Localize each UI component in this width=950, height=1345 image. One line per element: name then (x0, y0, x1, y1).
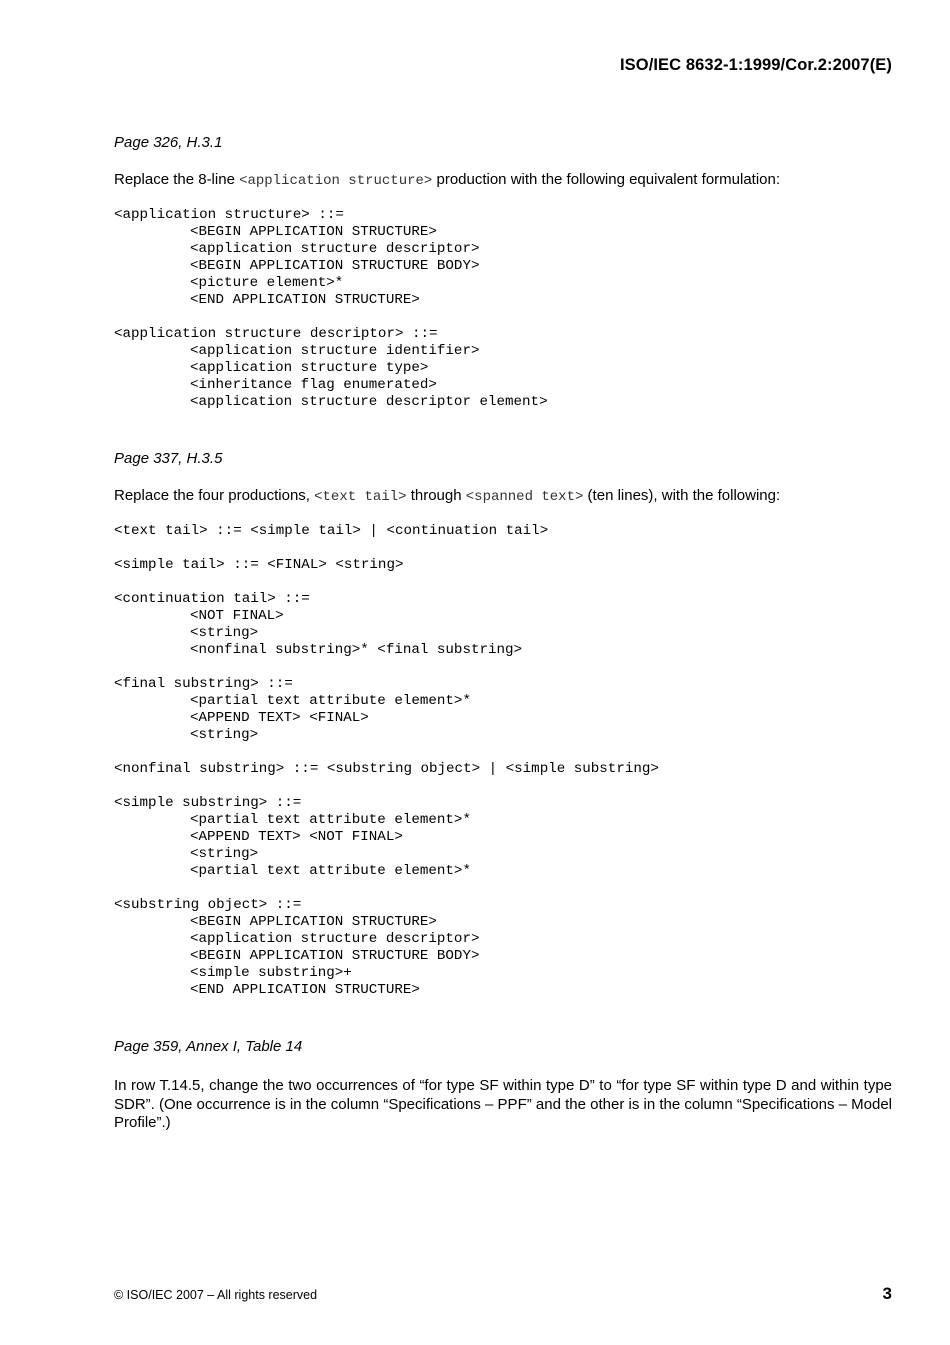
grammar-line: <inheritance flag enumerated> (190, 377, 437, 393)
grammar-line: <string> (190, 727, 259, 743)
page-number: 3 (882, 1284, 892, 1303)
grammar-line: <simple substring>+ (190, 965, 352, 981)
grammar-line: <application structure descriptor> (190, 241, 480, 257)
grammar-line: <string> (190, 846, 259, 862)
grammar-line: <partial text attribute element>* (190, 863, 471, 879)
grammar-line: <NOT FINAL> (190, 608, 284, 624)
grammar-line: <string> (190, 625, 259, 641)
section-heading-annex-i: Page 359, Annex I, Table 14 (114, 1038, 303, 1055)
inline-code-spanned-text: <spanned text> (465, 489, 584, 505)
grammar-line: <final substring> ::= (114, 676, 293, 692)
grammar-line: <BEGIN APPLICATION STRUCTURE> (190, 224, 437, 240)
section-h31-intro: Replace the 8-line <application structure> production with the following equivalent formulation: (114, 171, 781, 189)
grammar-line: <simple tail> ::= <FINAL> <string> (114, 557, 404, 573)
grammar-line: <continuation tail> ::= (114, 591, 310, 607)
grammar-line: <simple substring> ::= (114, 795, 302, 811)
section-heading-h35: Page 337, H.3.5 (114, 450, 223, 467)
grammar-line: <END APPLICATION STRUCTURE> (190, 292, 420, 308)
grammar-line: <application structure descriptor element> (190, 394, 548, 410)
section-annex-i-body: In row T.14.5, change the two occurrences of “for type SF within type D” to “for type SF within type D and within type SDR”. (One occurrence is in the column “Specifications – PPF” and the other is in the column “Specifications – Model Profile”.) (114, 1077, 892, 1132)
grammar-line: <application structure descriptor> ::= (114, 326, 438, 342)
grammar-line: <BEGIN APPLICATION STRUCTURE BODY> (190, 948, 480, 964)
grammar-line: <nonfinal substring>* <final substring> (190, 642, 523, 658)
grammar-line: <BEGIN APPLICATION STRUCTURE> (190, 914, 437, 930)
section-heading-h31: Page 326, H.3.1 (114, 134, 223, 151)
document-body (114, 132, 892, 1133)
grammar-line: <APPEND TEXT> <NOT FINAL> (190, 829, 403, 845)
grammar-block-application-structure (114, 207, 892, 411)
document-header-id: ISO/IEC 8632-1:1999/Cor.2:2007(E) (619, 56, 892, 74)
grammar-line: <application structure descriptor> (190, 931, 480, 947)
grammar-line: <substring object> ::= (114, 897, 302, 913)
grammar-block-text-tail (114, 523, 892, 999)
section-h35-intro: Replace the four productions, <text tail> through <spanned text> (ten lines), with the following: (114, 487, 781, 505)
grammar-line: <APPEND TEXT> <FINAL> (190, 710, 369, 726)
footer-copyright: © ISO/IEC 2007 – All rights reserved (114, 1288, 318, 1302)
grammar-line: <text tail> ::= <simple tail> | <continuation tail> (114, 523, 549, 539)
inline-code-text-tail: <text tail> (314, 489, 407, 505)
grammar-line: <application structure> ::= (114, 207, 344, 223)
grammar-line: <application structure type> (190, 360, 429, 376)
inline-code-application-structure: <application structure> (239, 173, 433, 189)
grammar-line: <picture element>* (190, 275, 344, 291)
grammar-line: <BEGIN APPLICATION STRUCTURE BODY> (190, 258, 480, 274)
grammar-line: <partial text attribute element>* (190, 693, 471, 709)
grammar-line: <partial text attribute element>* (190, 812, 471, 828)
grammar-line: <application structure identifier> (190, 343, 480, 359)
grammar-line: <END APPLICATION STRUCTURE> (190, 982, 420, 998)
grammar-line: <nonfinal substring> ::= <substring object> | <simple substring> (114, 761, 659, 777)
